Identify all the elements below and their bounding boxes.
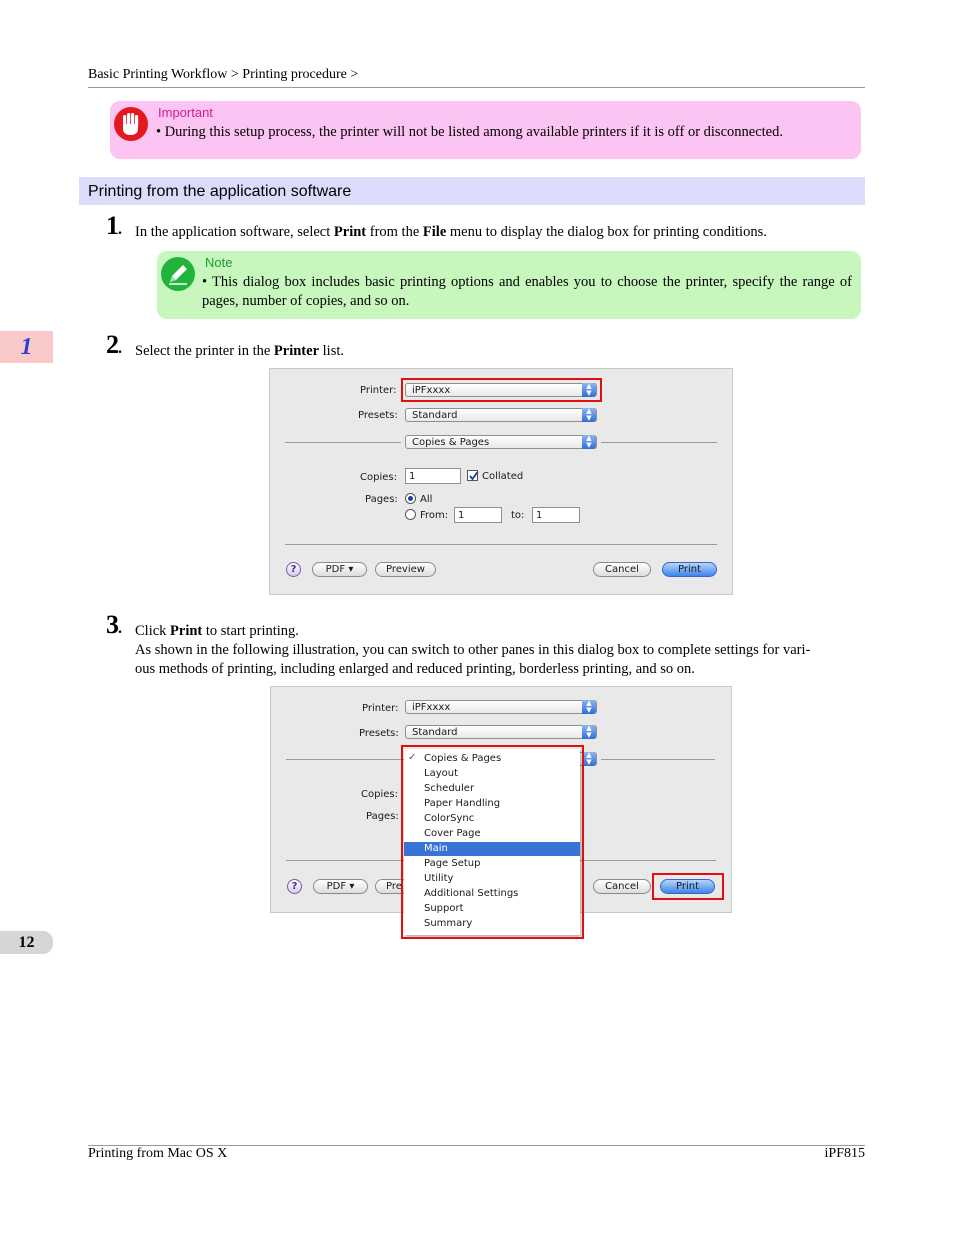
to-field[interactable]: 1 [532, 507, 580, 523]
important-bullet: • During this setup process, the printer will not be listed among available printers if it is off or disconnected. [156, 124, 783, 140]
print-button[interactable]: Print [660, 879, 715, 894]
step-2-text: Select the printer in the Printer list. [135, 343, 344, 359]
header-rule [88, 87, 865, 88]
copies-label: Copies: [360, 472, 397, 483]
popup-arrows-icon: ▲ ▼ [582, 700, 596, 714]
chapter-number: 1 [20, 334, 33, 360]
popup-arrows-icon: ▲ ▼ [582, 752, 596, 766]
step-3-number: 3. [106, 610, 121, 639]
separator [601, 442, 717, 443]
step-2-number: 2. [106, 330, 121, 359]
collated-label: Collated [482, 471, 524, 482]
printer-popup[interactable]: iPFxxxx ▲ ▼ [405, 383, 597, 397]
from-label: From: [420, 510, 449, 521]
presets-label: Presets: [358, 410, 398, 421]
collated-checkbox[interactable] [467, 470, 478, 481]
cancel-button[interactable]: Cancel [593, 562, 651, 577]
stop-hand-icon [114, 107, 148, 141]
separator [285, 442, 401, 443]
step-1-text: In the application software, select Print from the File menu to display the dialog box for printing conditions. [135, 224, 767, 240]
printer-label: Printer: [362, 703, 399, 714]
note-bullet: • This dialog box includes basic printing options and enables you to choose the printer, specify the range of pages, number of copies, and so on. [202, 274, 852, 309]
separator [286, 759, 404, 760]
section-title: Printing from the application software [88, 183, 352, 200]
to-label: to: [511, 510, 525, 521]
note-title: Note [205, 255, 233, 270]
menu-item-additional-settings[interactable]: Additional Settings [424, 888, 519, 899]
step-3-text: Click Print to start printing. [135, 623, 299, 639]
from-field[interactable]: 1 [454, 507, 502, 523]
checkmark-icon: ✓ [408, 752, 417, 763]
preview-button[interactable]: Preview [375, 562, 436, 577]
printer-label: Printer: [360, 385, 397, 396]
step-3-paragraph-line-2: ous methods of printing, including enlarged and reduced printing, borderless printing, and so on. [135, 661, 695, 677]
preview-button[interactable]: Pre [375, 879, 409, 894]
pdf-button[interactable]: PDF ▾ [312, 562, 367, 577]
menu-item-layout[interactable]: Layout [424, 768, 458, 779]
popup-arrows-icon: ▲ ▼ [582, 725, 596, 739]
print-button[interactable]: Print [662, 562, 717, 577]
pencil-icon [161, 257, 195, 291]
pages-label: Pages: [366, 811, 399, 822]
separator [285, 544, 717, 545]
menu-item-cover-page[interactable]: Cover Page [424, 828, 481, 839]
copies-label: Copies: [361, 789, 398, 800]
presets-popup[interactable]: Standard ▲ ▼ [405, 408, 597, 422]
pages-from-radio[interactable] [405, 509, 416, 520]
presets-popup[interactable]: Standard ▲ ▼ [405, 725, 597, 739]
menu-item-main[interactable]: Main [424, 843, 448, 854]
popup-arrows-icon: ▲ ▼ [582, 435, 596, 449]
pane-menu-highlight [401, 745, 584, 939]
footer-model-name: iPF815 [824, 1146, 865, 1161]
step-3-paragraph-line-1: As shown in the following illustration, you can switch to other panes in this dialog box to complete settings for vari- [135, 642, 811, 658]
printer-popup[interactable]: iPFxxxx ▲ ▼ [405, 700, 597, 714]
pdf-button[interactable]: PDF ▾ [313, 879, 368, 894]
breadcrumb: Basic Printing Workflow > Printing procedure > [88, 67, 359, 82]
step-1-number: 1. [106, 211, 121, 240]
separator [601, 759, 715, 760]
help-button[interactable]: ? [287, 879, 302, 894]
checkmark-icon [468, 471, 479, 482]
menu-item-paper-handling[interactable]: Paper Handling [424, 798, 501, 809]
help-button[interactable]: ? [286, 562, 301, 577]
all-label: All [420, 494, 433, 505]
menu-item-colorsync[interactable]: ColorSync [424, 813, 475, 824]
menu-item-summary[interactable]: Summary [424, 918, 473, 929]
print-dialog-copies-pages [269, 368, 733, 595]
footer-section-title: Printing from Mac OS X [88, 1146, 228, 1161]
menu-item-support[interactable]: Support [424, 903, 464, 914]
cancel-button[interactable]: Cancel [593, 879, 651, 894]
menu-item-copies-pages[interactable]: Copies & Pages [424, 753, 502, 764]
menu-item-scheduler[interactable]: Scheduler [424, 783, 475, 794]
copies-field[interactable]: 1 [405, 468, 461, 484]
menu-item-page-setup[interactable]: Page Setup [424, 858, 481, 869]
popup-arrows-icon: ▲ ▼ [582, 383, 596, 397]
pane-popup[interactable]: Copies & Pages ▲ ▼ [405, 435, 597, 449]
important-title: Important [158, 105, 213, 120]
popup-arrows-icon: ▲ ▼ [582, 408, 596, 422]
pages-all-radio[interactable] [405, 493, 416, 504]
pages-label: Pages: [365, 494, 398, 505]
page-number: 12 [18, 934, 35, 951]
presets-label: Presets: [359, 728, 399, 739]
print-button-highlight [652, 873, 724, 900]
menu-item-utility[interactable]: Utility [424, 873, 454, 884]
printer-highlight [401, 378, 602, 402]
